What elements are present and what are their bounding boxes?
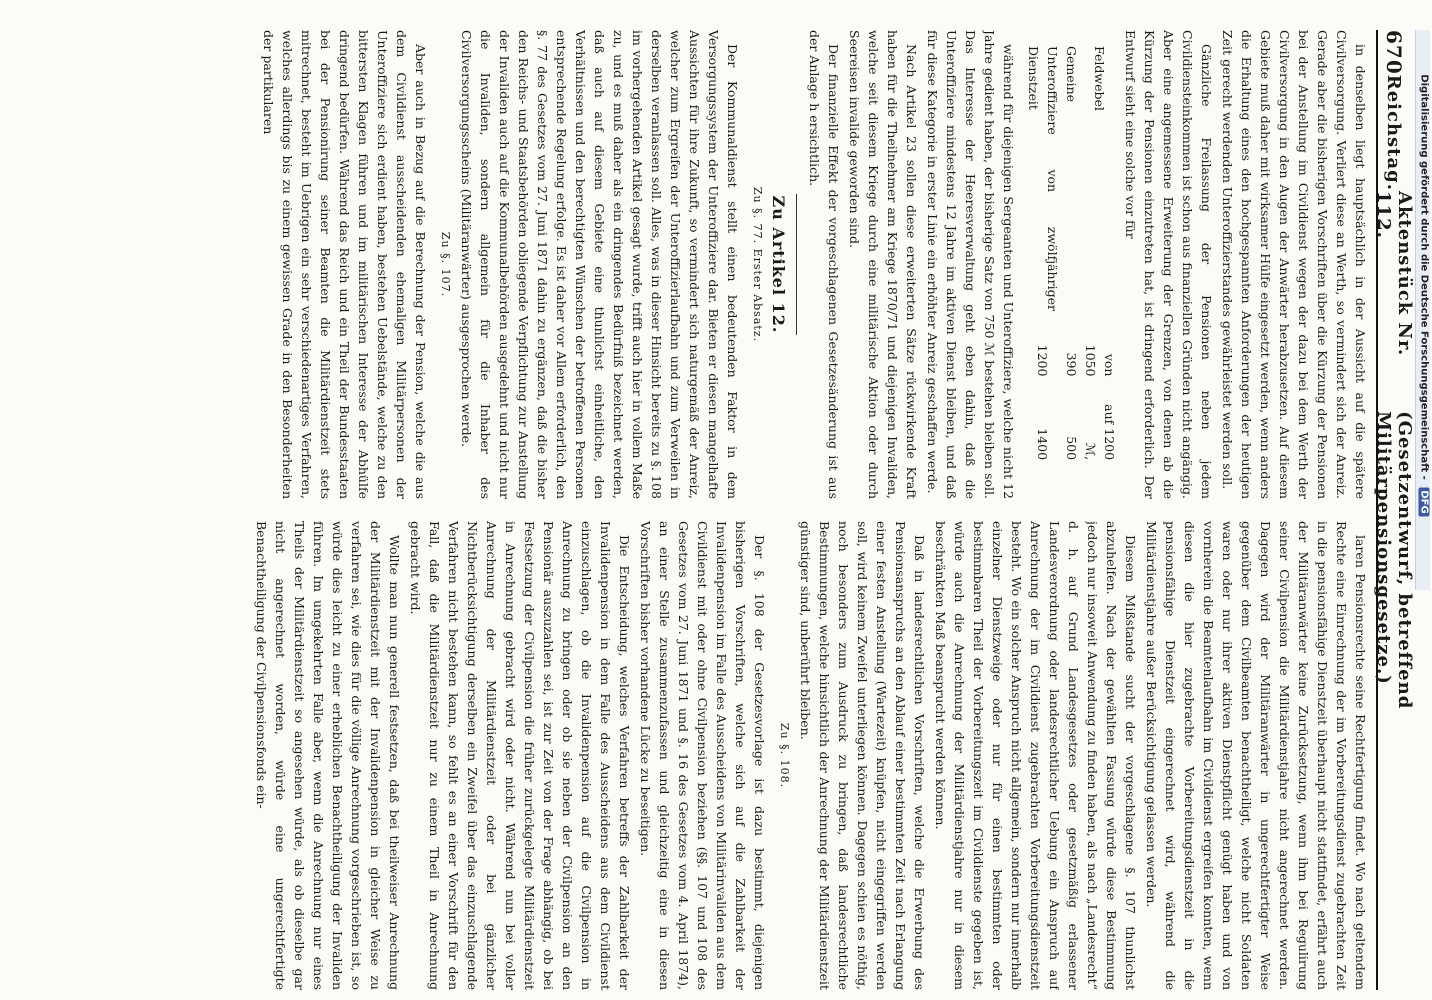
section-heading: Zu Artikel 12.	[769, 195, 788, 334]
header-center: Aktenstück Nr. 112.	[1373, 191, 1415, 357]
rank-cell: Feldwebel	[1092, 46, 1108, 111]
column-left	[70, 30, 1370, 499]
paragraph: Der Kommunaldienst stellt einen bedeutenden Faktor in dem Versorgungssystem der Unteroffiziere dar. Bieten er diesen mangelhafte Aussichten für ihre Zukunft, so vermindert sich naturgemäß der Anreiz, welcher zum Ergreifen der Unteroffizierlaufbahn und zum Verweilen in derselben veranlassen soll. Alles, was in dieser Hinsicht bereits zu §. 108 im vorhergehenden Artikel gesagt wurde, trifft auch hier in vollem Maße zu, und es muß daher als ein dringendes Bedürfniß bezeichnet werden, daß auch auf diesem Gebiete eine thunlichst einheitliche, den Verhältnissen und den berechtigten Wünschen der betroffenen Personen entsprechende Regelung erfolge. Es ist daher vor Allem erforderlich, den §. 77 des Gesetzes vom 27. Juni 1871 dahin zu ergänzen, daß die bisher den Reichs- und Staatsbehörden obliegende Verpflichtung zur Anstellung der Invaliden auch auf die Kommunalbehörden ausgedehnt und nicht nur die Invaliden, sondern allgemein für die Inhaber des Civilversorgungsscheins (Militäranwärter) ausgesprochen werde.	[459, 30, 740, 499]
section-subheading: Zu §. 108.	[778, 722, 791, 789]
column-right	[70, 521, 1370, 990]
from-cell: 1200	[1035, 344, 1051, 377]
to-cell: 1400	[1035, 428, 1051, 461]
paragraph: Wollte man nun generell festsetzen, daß bei theilweiser Anrechnung der Militärdienstzeit mit der Invalidenpension in gleicher Weise zu verfahren sei, wie dies für die völlige Anrechnung vorgeschrieben ist, so würde dies leicht zu einer erheblichen Benachtheiligung der Invaliden führen. Im umgekehrten Falle aber, wenn die Anrechnung nur eines Theils der Militärdienstzeit so angesehen würde, als ob dieselbe gar nicht angerechnet worden, würde eine ungerechtfertigte Benachtheiligung der Civilpensionsfonds ein-	[254, 521, 402, 990]
section-subheading: Zu §. 107.	[439, 231, 452, 298]
paragraph: Daß in landesrechtlichen Vorschriften, welche die Erwerbung des Pensionsanspruchs an den Ablauf einer bestimmten Zeit nach Erlangung einer festen Anstellung (Wartezeit) knüpfen, nicht eingegriffen werden soll, wird keinem Zweifel unterliegen können. Dagegen schien es nöthig, noch besonders zum Ausdruck zu bringen, daß landesrechtliche Bestimmungen, welche hinsichtlich der Anrechnung der Militärdienstzeit günstiger sind, unberührt bleiben.	[798, 521, 927, 990]
paragraph: in denselben liegt hauptsächlich in der Aussicht auf die spätere Civilversorgung. Verliert diese an Werth, so vermindert sich der Anreiz. Gerade aber die bisherigen Vorschriften über die Kürzung der Pensionen bei der Anstellung im Civildienst wegen der dazu bei dem Werth der Civilversorgung in den Augen der Anwärter herabzusetzen. Auf diesem Gebiete muß daher mit wirksamer Hülfe eingesetzt werden, wenn anders die Erhaltung eines den hochgespannten Anforderungen der heutigen Zeit gerecht werdenden Unteroffizierstandes gewährleistet werden soll.	[1220, 30, 1368, 499]
section-subheading: Zu §. 77. Erster Absatz.	[751, 186, 764, 343]
salary-table	[1024, 42, 1119, 464]
page-number: 670	[1382, 30, 1406, 75]
from-cell: 390	[1064, 352, 1079, 377]
table-row	[1024, 42, 1062, 464]
from-cell: von 1050	[1083, 344, 1117, 377]
digitization-note	[1419, 16, 1430, 576]
rank-cell: Unteroffiziere von zwölfjähriger Dienstzeit	[1026, 46, 1060, 311]
header-left: Reichstag.	[1383, 74, 1405, 192]
table-row	[1081, 42, 1119, 464]
to-cell: auf 1200 ℳ,	[1083, 404, 1117, 461]
paragraph: Nach Artikel 23 sollen diese erweiterten Sätze rückwirkende Kraft haben für die Theilnehmer am Kriege 1870/71 und diejenigen Invaliden, welche seit diesem Kriege durch eine militärische Aktion oder durch Seereisen invalide geworden sind.	[847, 30, 919, 499]
table-row	[1062, 42, 1081, 464]
dfg-logo: DFG	[1419, 487, 1430, 516]
paragraph: laren Pensionsrechte seine Rechtfertigung findet. Wo nach geltendem Rechte eine Einrechnung der im Vorbereitungsdienst zugebrachten Zeit in die pensionsfähige Dienstzeit überhaupt nicht stattfindet, erfährt auch der Militäranwärter keine Zurücksetzung, wenn ihm bei Regulirung seiner Civilpension die Militärdienstjahre nicht angerechnet werden. Dagegen wird der Militäranwärter in ungerechtfertigter Weise gegenüber dem Civilbeamten benachtheiligt, welche nicht Soldaten waren oder nur ihrer aktiven Dienstpflicht genügt haben und von vornherein die Beamtenlaufbahn im Civildienst ergreifen konnten, wenn diesen die hier zugebrachte Vorbereitungsdienstzeit in die pensionsfähige Dienstzeit eingerechnet wird, während die Militärdienstjahre außer Berücksichtigung gelassen werden.	[1144, 521, 1368, 990]
paragraph: Gänzliche Freilassung der Pensionen neben jedem Civildiensteinkommen ist schon aus finanziellen Gründen nicht angängig. Aber eine angemessene Erweiterung der Grenzen, von denen ab die Kürzung der Pensionen einzutreten hat, ist dringend erforderlich. Der Entwurf sieht eine solche vor für	[1123, 30, 1214, 499]
paragraph: Der §. 108 der Gesetzesvorlage ist dazu bestimmt, diejenigen bisherigen Vorschriften, welche sich auf die Zahlbarkeit der Invalidenpension im Falle des Ausscheidens von Militärinvaliden aus dem Civildienst mit oder ohne Civilpension beziehen (§§. 107 und 108 des Gesetzes vom 27. Juni 1871 und §. 16 des Gesetzes vom 4. April 1874), an einer Stelle zusammenzufassen und gleichzeitig eine in diesen Vorschriften bisher vorhandene Lücke zu beseitigen.	[638, 521, 767, 990]
rotated-scan	[50, 30, 1415, 990]
rank-cell: Gemeine	[1064, 46, 1079, 103]
paragraph: Die Entscheidung, welches Verfahren betreffs der Zahlbarkeit der Invalidenpension in dem Falle des Ausscheidens aus dem Civildienst einzuschlagen, ob die Invalidenpension auf die Civilpension in Anrechnung zu bringen oder ob sie neben der Civilpension an den Pensionär auszuzahlen sei, ist zur Zeit von der Frage abhängig, ob bei Festsetzung der Civilpension die früher zurückgelegte Militärdienstzeit in Anrechnung gebracht wird oder nicht. Während nun bei voller Anrechnung der Militärdienstzeit oder bei gänzlicher Nichtberücksichtigung derselben ein Zweifel über das einzuschlagende Verfahren nicht bestehen kann, so fehlt es an einer Vorschrift für den Fall, daß die Militärdienstzeit nur zu einem Theil in Anrechnung gebracht wird.	[408, 521, 632, 990]
paragraph: Diesem Mißstande sucht der vorgeschlagene §. 107 thunlichst abzuhelfen. Nach der gewählten Fassung würde diese Bestimmung jedoch nur insoweit Anwendung zu finden haben, als nach „Landesrecht“ d. h. auf Grund Landesgesetzes oder gesetzmäßig erlassener Landesverordnung oder landesrechtlicher Uebung ein Anspruch auf Anrechnung der im Civildienst zugebrachten Vorbereitungsdienstzeit besteht. Wo ein solcher Anspruch nicht allgemein, sondern nur innerhalb einzelner Dienstzweige oder nur für einen bestimmten oder bestimmbaren Theil der Vorbereitungszeit im Civildienste gegeben ist, würde auch die Anrechnung der Militärdienstjahre nur in diesem beschränkten Maß beansprucht werden können.	[933, 521, 1138, 990]
page-body	[70, 30, 1370, 990]
paragraph: während für diejenigen Sergeanten und Unteroffiziere, welche nicht 12 Jahre gedient haben, der bisherige Satz von 750 ℳ bestehen bleiben soll. Das Interesse der Heeresverwaltung geht eben dahin, daß die Unteroffiziere mindestens 12 Jahre im aktiven Dienst bleiben, und daß für diese Kategorie in erster Linie ein erhöhter Anreiz geschaffen werde.	[925, 30, 1016, 499]
digitization-text: Digitalisierung gefördert durch die Deutsche Forschungsgemeinschaft -	[1418, 74, 1430, 480]
to-cell: 500	[1064, 436, 1079, 461]
paragraph: Aber auch in Bezug auf die Berechnung der Pension, welche die aus dem Civildienst ausscheidenden ehemaligen Militärpersonen der Unteroffiziere sich erdient haben, bestehen Uebelstände, welche zu den bittersten Klagen führen und im militärischen Interesse der Abhülfe dringend bedürfen. Während das Reich und ein Theil der Bundesstaaten bei der Pensionirung seiner Beamten die Militärdienstzeit stets mitrechnet, besteht im Uebrigen ein sehr verschiedenartiges Verfahren, welches allerdings bis zu einem gewissen Grade in den Besonderheiten der partikularen	[261, 30, 428, 499]
header-right: (Gesetzentwurf, betreffend Militärpensionsgesetze.)	[1373, 411, 1415, 710]
divider	[796, 194, 797, 335]
paragraph: Der finanzielle Effekt der vorgeschlagenen Gesetzesänderung ist aus der Anlage h ersichtlich.	[807, 30, 841, 499]
page-header	[1373, 30, 1415, 990]
